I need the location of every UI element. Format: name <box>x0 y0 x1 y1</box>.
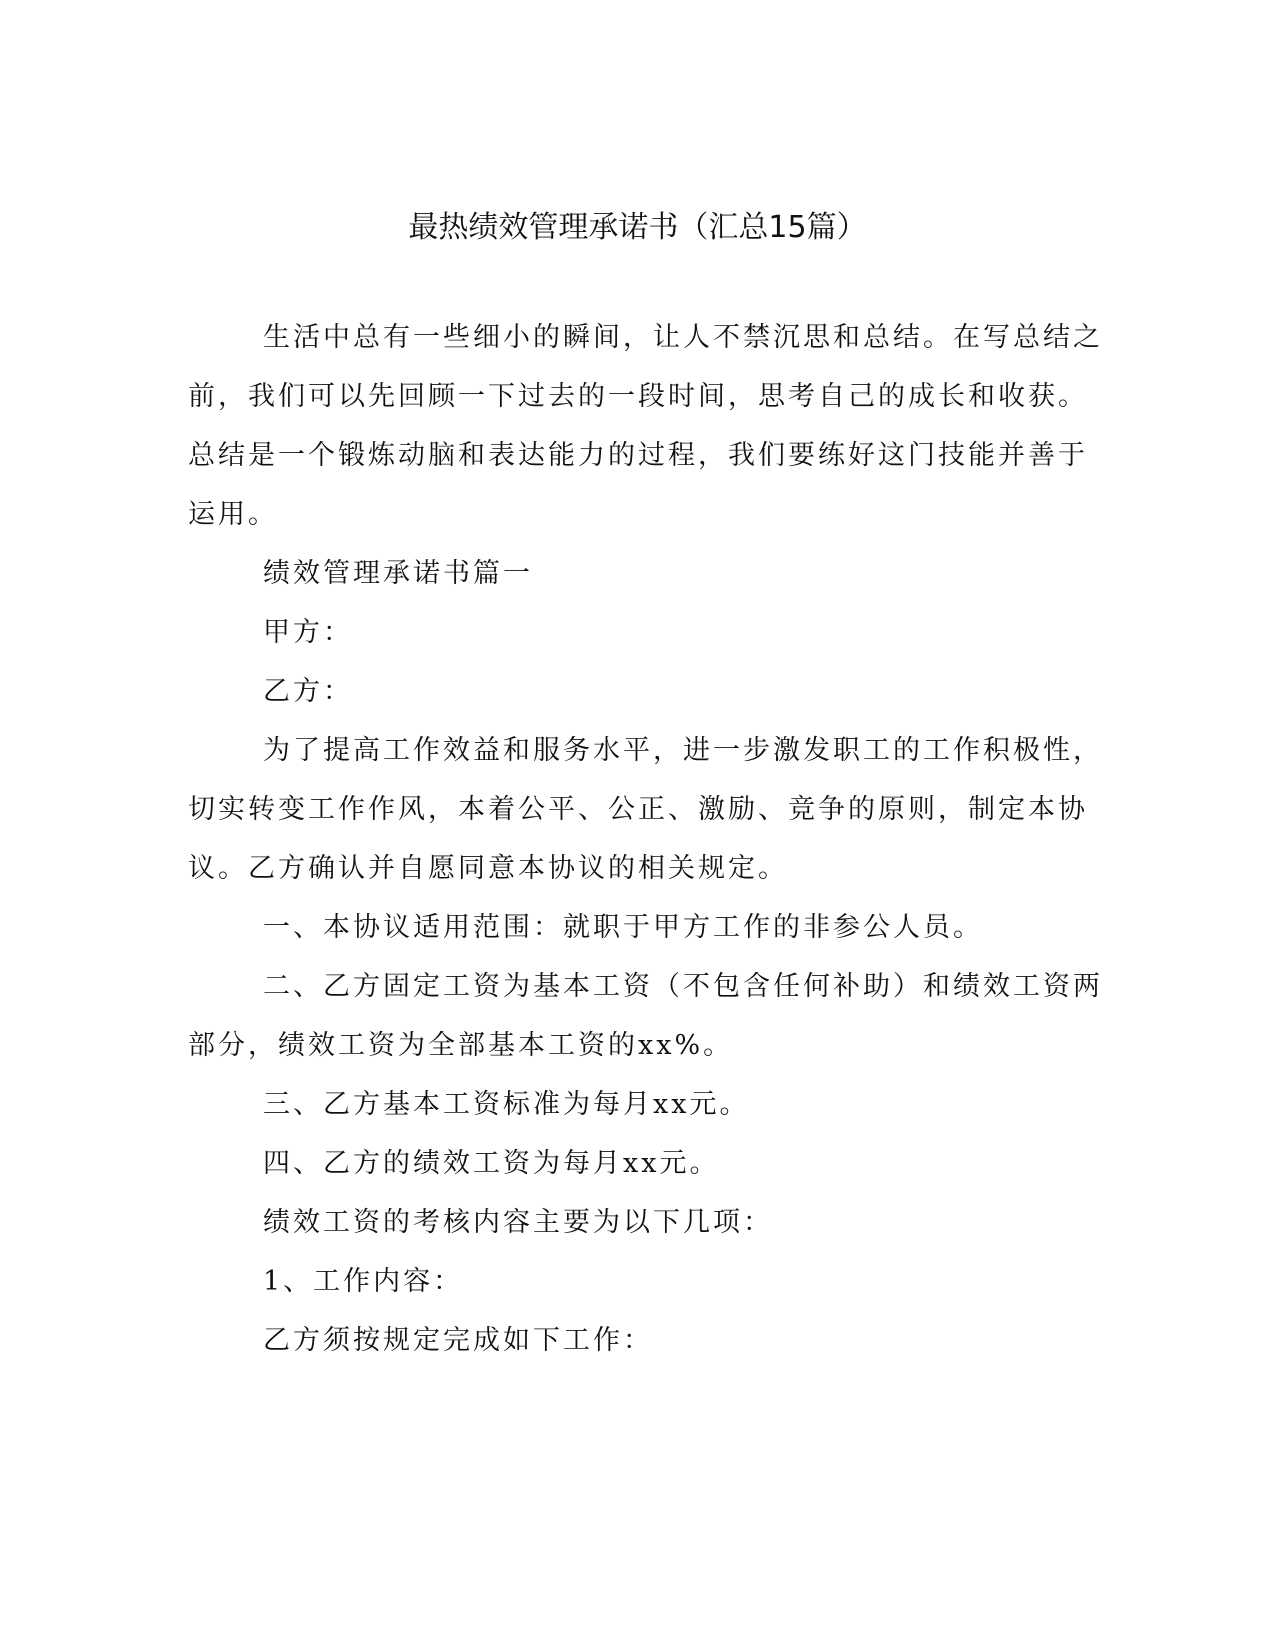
intro-line-2: 前，我们可以先回顾一下过去的一段时间，思考自己的成长和收获。 <box>188 381 1088 412</box>
assessment-intro: 绩效工资的考核内容主要为以下几项： <box>263 1207 773 1238</box>
item-1-heading: 1、工作内容： <box>263 1266 464 1297</box>
clause-2-line-1: 二、乙方固定工资为基本工资（不包含任何补助）和绩效工资两 <box>263 971 1103 1002</box>
clause-3: 三、乙方基本工资标准为每月xx元。 <box>263 1089 750 1120</box>
purpose-line-3: 议。乙方确认并自愿同意本协议的相关规定。 <box>188 853 788 884</box>
purpose-line-2: 切实转变工作作风，本着公平、公正、激励、竞争的原则，制定本协 <box>188 794 1088 825</box>
intro-line-4: 运用。 <box>188 499 278 530</box>
purpose-line-1: 为了提高工作效益和服务水平，进一步激发职工的工作积极性， <box>263 735 1103 766</box>
party-b-label: 乙方： <box>263 676 353 707</box>
clause-4: 四、乙方的绩效工资为每月xx元。 <box>263 1148 720 1179</box>
party-a-label: 甲方： <box>263 617 353 648</box>
section-heading: 绩效管理承诺书篇一 <box>263 558 533 589</box>
clause-1: 一、本协议适用范围：就职于甲方工作的非参公人员。 <box>263 912 983 943</box>
intro-line-3: 总结是一个锻炼动脑和表达能力的过程，我们要练好这门技能并善于 <box>188 440 1088 471</box>
clause-2-line-2: 部分，绩效工资为全部基本工资的xx%。 <box>188 1030 734 1061</box>
intro-line-1: 生活中总有一些细小的瞬间，让人不禁沉思和总结。在写总结之 <box>263 322 1103 353</box>
item-1-text: 乙方须按规定完成如下工作： <box>263 1325 653 1356</box>
document-title: 最热绩效管理承诺书（汇总15篇） <box>408 210 867 245</box>
